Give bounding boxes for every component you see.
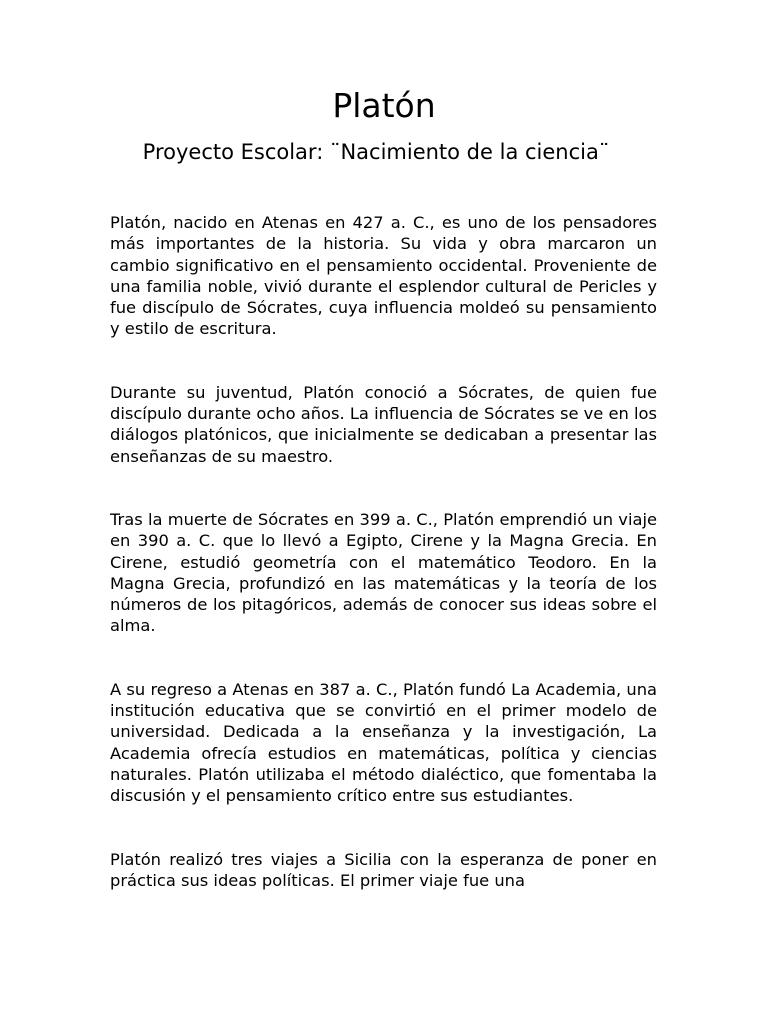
- paragraph-5: Platón realizó tres viajes a Sicilia con la esperanza de poner en práctica sus ideas políticas. El primer viaje fue una: [110, 849, 657, 890]
- paragraph-4: A su regreso a Atenas en 387 a. C., Platón fundó La Academia, una institución educativa que se convirtió en el primer modelo de universidad. Dedicada a la enseñanza y la investigación, La Academia ofrecía estudios en matemáticas, política y ciencias naturales. Platón utilizaba el método dialéctico, que fomentaba la discusión y el pensamiento crítico entre sus estudiantes.: [110, 679, 657, 806]
- document-body: [110, 212, 657, 933]
- document-title: Platón: [332, 86, 436, 125]
- paragraph-1: Platón, nacido en Atenas en 427 a. C., es uno de los pensadores más importantes de la historia. Su vida y obra marcaron un cambio significativo en el pensamiento occidental. Proveniente de una familia noble, vivió durante el esplendor cultural de Pericles y fue discípulo de Sócrates, cuya influencia moldeó su pensamiento y estilo de escritura.: [110, 213, 657, 339]
- paragraph-2: Durante su juventud, Platón conoció a Sócrates, de quien fue discípulo durante ocho años. La influencia de Sócrates se ve en los diálogos platónicos, que inicialmente se dedicaban a presentar las enseñanzas de su maestro.: [110, 382, 657, 466]
- document-subtitle: Proyecto Escolar: ¨Nacimiento de la ciencia¨: [142, 140, 610, 164]
- paragraph-3: Tras la muerte de Sócrates en 399 a. C., Platón emprendió un viaje en 390 a. C. que lo llevó a Egipto, Cirene y la Magna Grecia. En Cirene, estudió geometría con el matemático Teodoro. En la Magna Grecia, profundizó en las matemáticas y la teoría de los números de los pitagóricos, además de conocer sus ideas sobre el alma.: [110, 509, 657, 636]
